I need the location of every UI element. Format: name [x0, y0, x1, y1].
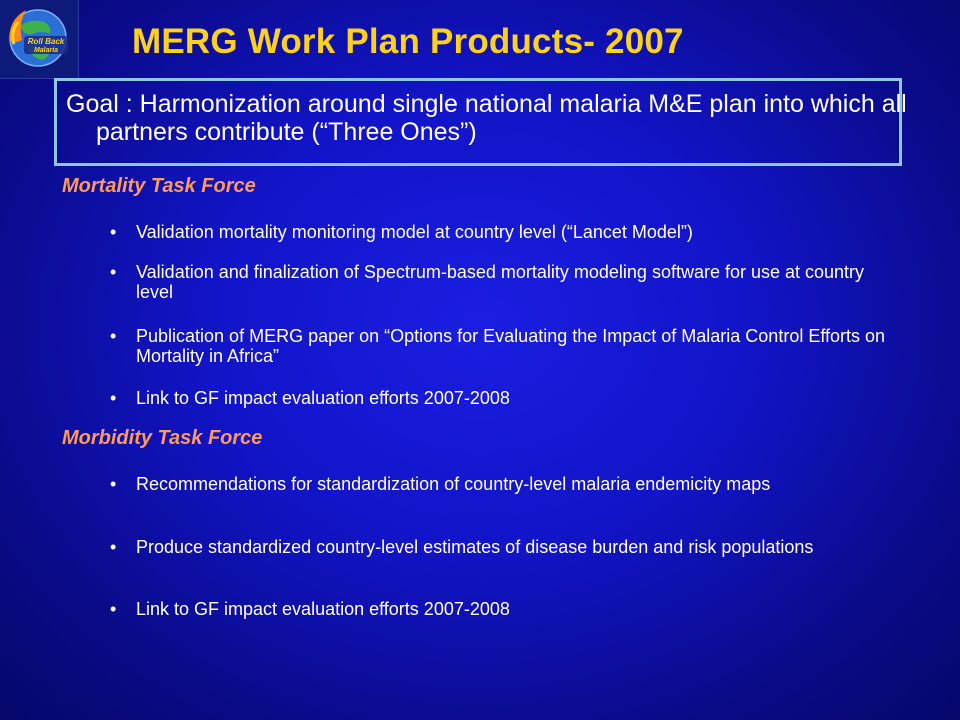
- bullet-text: Validation and finalization of Spectrum-based mortality modeling software for use at country level: [136, 262, 865, 302]
- bullet-text: Validation mortality monitoring model at country level (“Lancet Model”): [136, 222, 693, 242]
- bullet-text: Publication of MERG paper on “Options for Evaluating the Impact of Malaria Control Efforts on Mortality in Africa”: [136, 326, 886, 366]
- section-heading-mortality: Mortality Task Force: [62, 175, 256, 197]
- bullet-icon: •: [110, 599, 117, 619]
- bullet-icon: •: [110, 388, 117, 408]
- globe-icon: [0, 0, 78, 78]
- roll-back-malaria-logo: [0, 0, 79, 79]
- bullet-item: [110, 474, 900, 494]
- logo-line2: Malaria: [33, 47, 59, 54]
- bullet-item: [110, 537, 900, 557]
- bullet-text: Produce standardized country-level estimates of disease burden and risk populations: [136, 537, 814, 557]
- logo-line1: Roll Back: [27, 37, 65, 46]
- bullet-icon: •: [110, 537, 117, 557]
- bullet-text: Link to GF impact evaluation efforts 2007-2008: [136, 388, 510, 408]
- bullet-icon: •: [110, 474, 117, 494]
- bullet-item: [110, 599, 900, 619]
- bullet-item: [110, 262, 900, 302]
- bullet-icon: •: [110, 326, 117, 346]
- bullet-icon: •: [110, 262, 117, 282]
- slide-title: MERG Work Plan Products- 2007: [132, 22, 684, 61]
- bullet-item: [110, 222, 900, 242]
- bullet-item: [110, 326, 900, 366]
- bullet-text: Link to GF impact evaluation efforts 2007-2008: [136, 599, 510, 619]
- goal-text: Goal : Harmonization around single national malaria M&E plan into which all partners contribute (“Three Ones”): [66, 90, 907, 146]
- bullet-text: Recommendations for standardization of country-level malaria endemicity maps: [136, 474, 771, 494]
- bullet-icon: •: [110, 222, 117, 242]
- bullet-item: [110, 388, 900, 408]
- section-heading-morbidity: Morbidity Task Force: [62, 427, 263, 449]
